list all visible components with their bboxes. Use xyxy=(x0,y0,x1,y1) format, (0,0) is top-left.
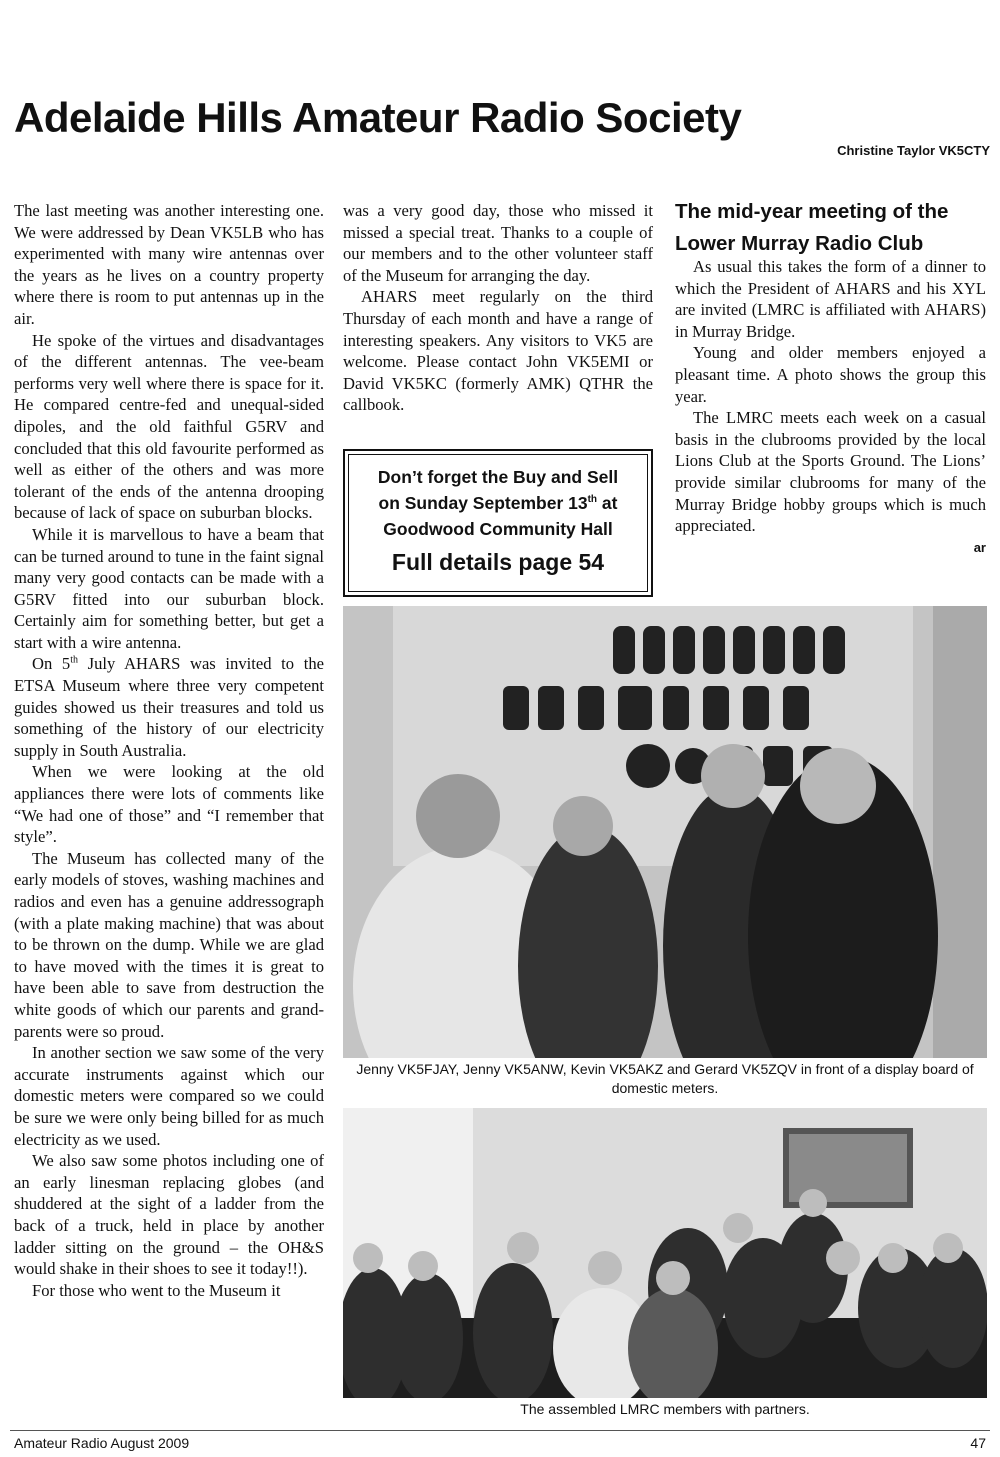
column-1 xyxy=(14,200,324,1301)
notice-details: Full details page 54 xyxy=(391,549,605,575)
photo-lmrc-members xyxy=(343,1108,987,1398)
paragraph: We also saw some photos including one of an early linesman replacing globes (and shuddered at the sight of a ladder from the back of a truck, held in place by another ladder sitting on the ground – the OH&S would shake in their shoes to see it today!!). xyxy=(14,1151,324,1279)
notice-inner-border xyxy=(348,454,648,592)
column-3 xyxy=(675,196,986,558)
photo-lmrc-members-illustration xyxy=(343,1108,987,1398)
photo-caption: The assembled LMRC members with partners. xyxy=(520,1401,810,1417)
article-title: Adelaide Hills Amateur Radio Society xyxy=(14,94,742,141)
notice-line: Goodwood Community Hall xyxy=(383,519,613,539)
paragraph: When we were looking at the old appliances there were lots of comments like “We had one of those” and “I remember that style”. xyxy=(14,762,324,847)
paragraph: was a very good day, those who missed it missed a special treat. Thanks to a couple of our members and to the other volunteer staff of the Museum for arranging the day. xyxy=(343,201,653,285)
author-byline: Christine Taylor VK5CTY xyxy=(837,143,990,158)
paragraph: The LMRC meets each week on a casual basis in the clubrooms provided by the local Lions Club at the Sports Ground. The Lions’ provide similar clubrooms for many of the Murray Bridge hobby groups which is much appreciated. xyxy=(675,408,986,536)
photo-meter-display xyxy=(343,606,987,1058)
paragraph: He spoke of the virtues and disadvantages of the different antennas. The vee-beam performs very well where there is space for it. He compared centre-fed and unequal-sided dipoles, and the old faithful G5RV and concluded that this old favourite performed as well as either of the others and was more tolerant of the ends of the antenna drooping because of lack of space on suburban blocks. xyxy=(14,330,324,523)
paragraph: As usual this takes the form of a dinner to which the President of AHARS and his XYL are invited (LMRC is affiliated with AHARS) in Murray Bridge. xyxy=(675,257,986,341)
section-heading: The mid-year meeting of the Lower Murray Radio Club xyxy=(675,200,949,255)
paragraph: While it is marvellous to have a beam that can be turned around to tune in the faint signal many very good contacts can be made with a G5RV fitted into our suburban block. Certainly aim for something better, but get a start with a wire antenna. xyxy=(14,524,324,652)
page-number: 47 xyxy=(970,1435,986,1451)
paragraph: Young and older members enjoyed a pleasant time. A photo shows the group this year. xyxy=(675,343,986,406)
footer-publication: Amateur Radio August 2009 xyxy=(14,1435,190,1451)
photo-caption: Jenny VK5FJAY, Jenny VK5ANW, Kevin VK5AKZ and Gerard VK5ZQV in front of a display board of domestic meters. xyxy=(356,1061,974,1096)
photo-meter-display-illustration xyxy=(343,606,987,1058)
paragraph: The last meeting was another interesting one. We were addressed by Dean VK5LB who has experimented with many wire antennas over the years as he lives on a country property where there is room to put antennas up in the air. xyxy=(14,201,324,328)
paragraph: On 5th July AHARS was invited to the ETSA Museum where three very competent guides showed us their treasures and told us something of the history of our electricity supply in South Australia. xyxy=(14,654,324,760)
article-end-mark: ar xyxy=(973,539,986,555)
notice-line: on Sunday September 13th at xyxy=(378,493,618,513)
paragraph: The Museum has collected many of the early models of stoves, washing machines and radios and even has a genuine addressograph (with a plate making machine) that was about to be thrown on the dump. While we are glad to have moved with the times it is great to have been able to save from destruction the white goods of which our parents and grand-parents were so proud. xyxy=(14,848,324,1041)
notice-line: Don’t forget the Buy and Sell xyxy=(377,467,619,487)
footer-divider xyxy=(10,1430,990,1431)
paragraph: In another section we saw some of the very accurate instruments against which our domestic meters were compared so we could be sure we were only being billed for as much electricity as we used. xyxy=(14,1043,324,1149)
paragraph: For those who went to the Museum it xyxy=(32,1280,281,1300)
buy-and-sell-notice-box xyxy=(343,449,653,597)
column-2 xyxy=(343,200,653,416)
paragraph: AHARS meet regularly on the third Thursday of each month and have a range of interesting speakers. Any visitors to VK5 are welcome. Please contact John VK5EMI or David VK5KC (formerly AMK) QTHR the callbook. xyxy=(343,287,653,415)
